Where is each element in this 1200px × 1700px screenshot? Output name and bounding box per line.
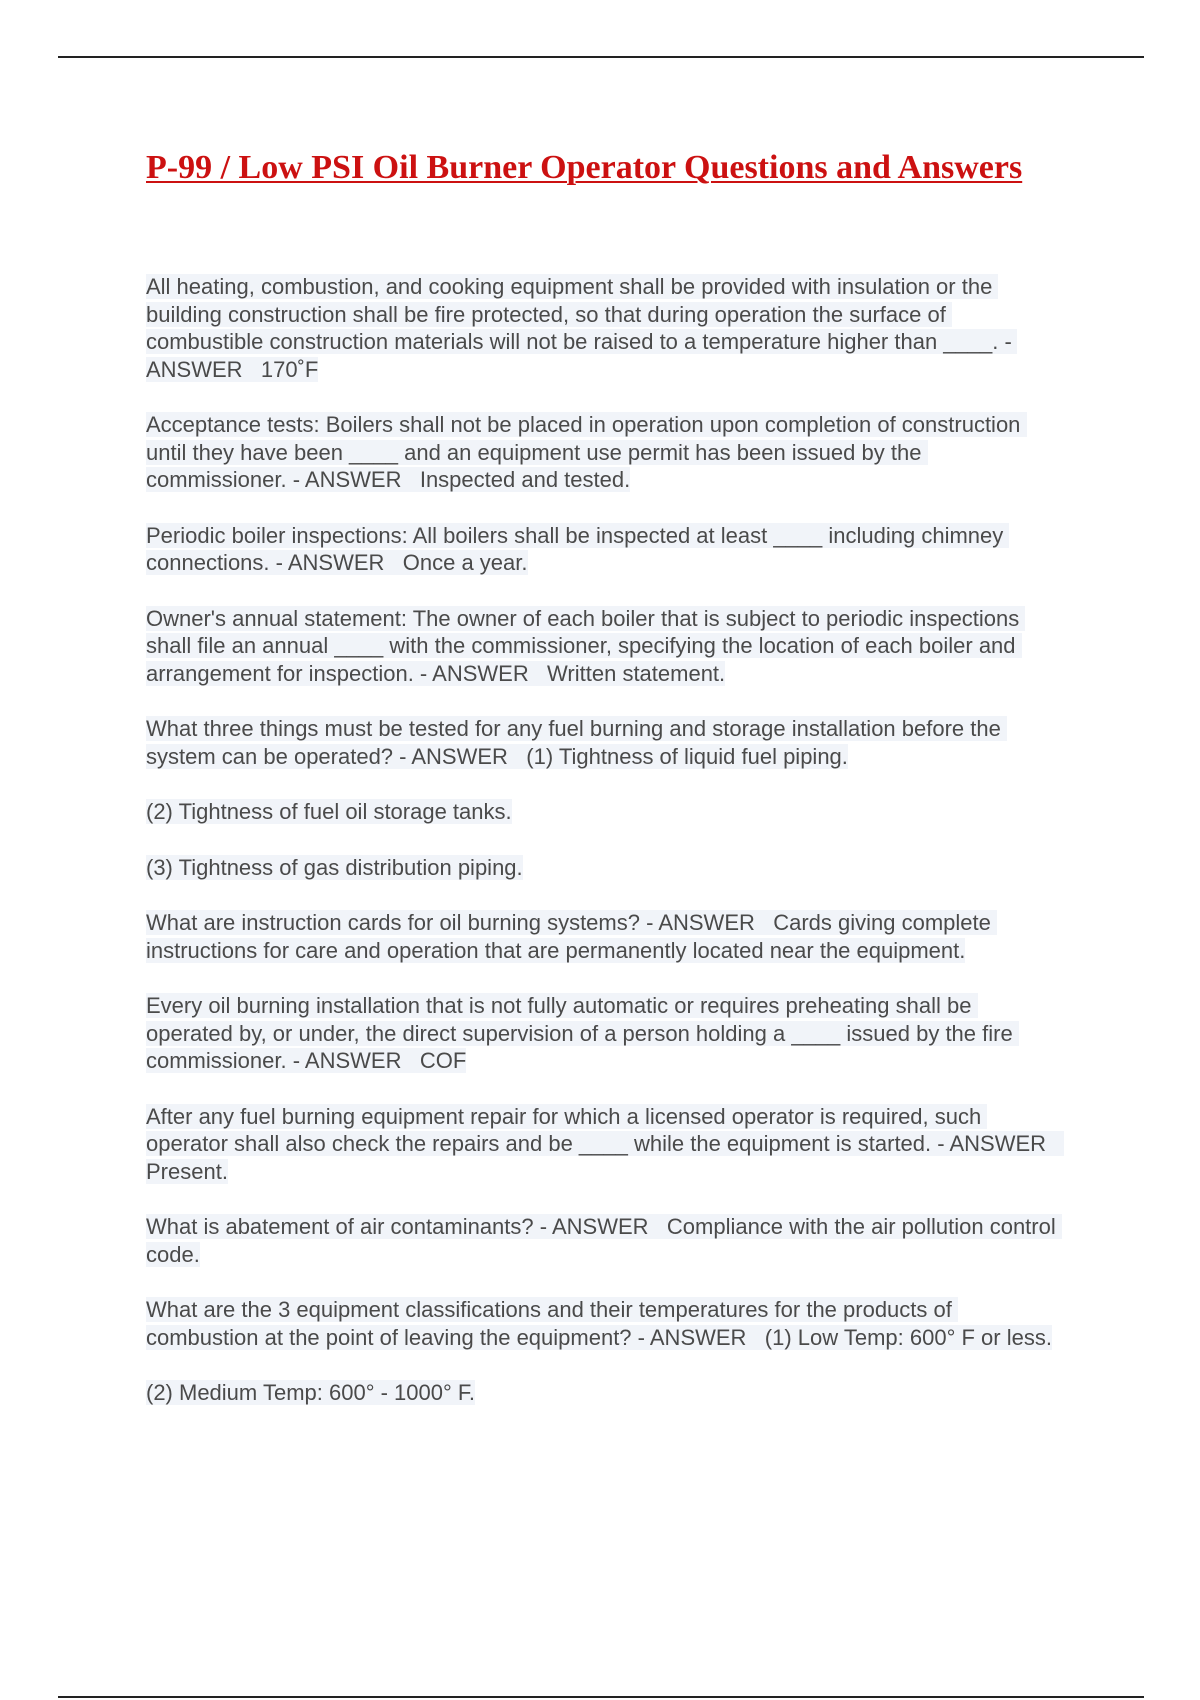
qa-paragraph-5 — [146, 715, 1056, 770]
qa-paragraph-text: (2) Medium Temp: 600° - 1000° F. — [146, 1380, 476, 1405]
qa-paragraph-1 — [146, 273, 1056, 383]
qa-paragraph-7 — [146, 854, 1056, 882]
qa-paragraph-4 — [146, 605, 1056, 688]
qa-paragraph-3 — [146, 522, 1056, 577]
qa-paragraph-text: Acceptance tests: Boilers shall not be placed in operation upon completion of construction until they have been ____ and an equipment use permit has been issued by the commissioner. - ANSWER Inspected and tested. — [146, 412, 1027, 492]
qa-paragraph-9 — [146, 992, 1056, 1075]
qa-paragraph-text: What are the 3 equipment classifications and their temperatures for the products of combustion at the point of leaving the equipment? - ANSWER (1) Low Temp: 600° F or less. — [146, 1297, 1052, 1350]
qa-list — [146, 273, 1065, 1407]
document-title: P-99 / Low PSI Oil Burner Operator Questions and Answers — [146, 149, 1023, 186]
qa-paragraph-12 — [146, 1296, 1056, 1351]
qa-paragraph-6 — [146, 798, 1056, 826]
qa-paragraph-text: Periodic boiler inspections: All boilers shall be inspected at least ____ including chimney connections. - ANSWER Once a year. — [146, 522, 1010, 575]
qa-paragraph-text: What three things must be tested for any fuel burning and storage installation before the system can be operated? - ANSWER (1) Tightness of liquid fuel piping. — [146, 716, 1007, 769]
document-body — [146, 146, 1065, 1435]
qa-paragraph-text: After any fuel burning equipment repair for which a licensed operator is required, such operator shall also check the repairs and be ____ while the equipment is started. - ANSWER Present. — [146, 1103, 1065, 1184]
top-rule — [58, 56, 1144, 58]
qa-paragraph-text: (2) Tightness of fuel oil storage tanks. — [146, 799, 512, 824]
qa-paragraph-13 — [146, 1379, 1056, 1407]
bottom-rule — [58, 1696, 1144, 1698]
qa-paragraph-10 — [146, 1103, 1065, 1186]
qa-paragraph-text: What are instruction cards for oil burning systems? - ANSWER Cards giving complete instructions for care and operation that are permanently located near the equipment. — [146, 910, 997, 963]
qa-paragraph-text: (3) Tightness of gas distribution piping. — [146, 854, 523, 880]
qa-paragraph-text: What is abatement of air contaminants? - ANSWER Compliance with the air pollution control code. — [146, 1214, 1062, 1267]
qa-paragraph-8 — [146, 909, 1056, 964]
qa-paragraph-11 — [146, 1213, 1062, 1268]
qa-paragraph-2 — [146, 411, 1056, 494]
qa-paragraph-text: All heating, combustion, and cooking equipment shall be provided with insulation or the building construction shall be fire protected, so that during operation the surface of combustible construction materials will not be raised to a temperature higher than ____. - ANSWER 170˚F — [146, 274, 1017, 382]
qa-paragraph-text: Every oil burning installation that is not fully automatic or requires preheating shall be operated by, or under, the direct supervision of a person holding a ____ issued by the fire commissioner. - ANSWER COF — [146, 993, 1019, 1073]
qa-paragraph-text: Owner's annual statement: The owner of each boiler that is subject to periodic inspections shall file an annual ____ with the commissioner, specifying the location of each boiler and arrangement for inspection. - ANSWER Written statement. — [146, 605, 1026, 686]
